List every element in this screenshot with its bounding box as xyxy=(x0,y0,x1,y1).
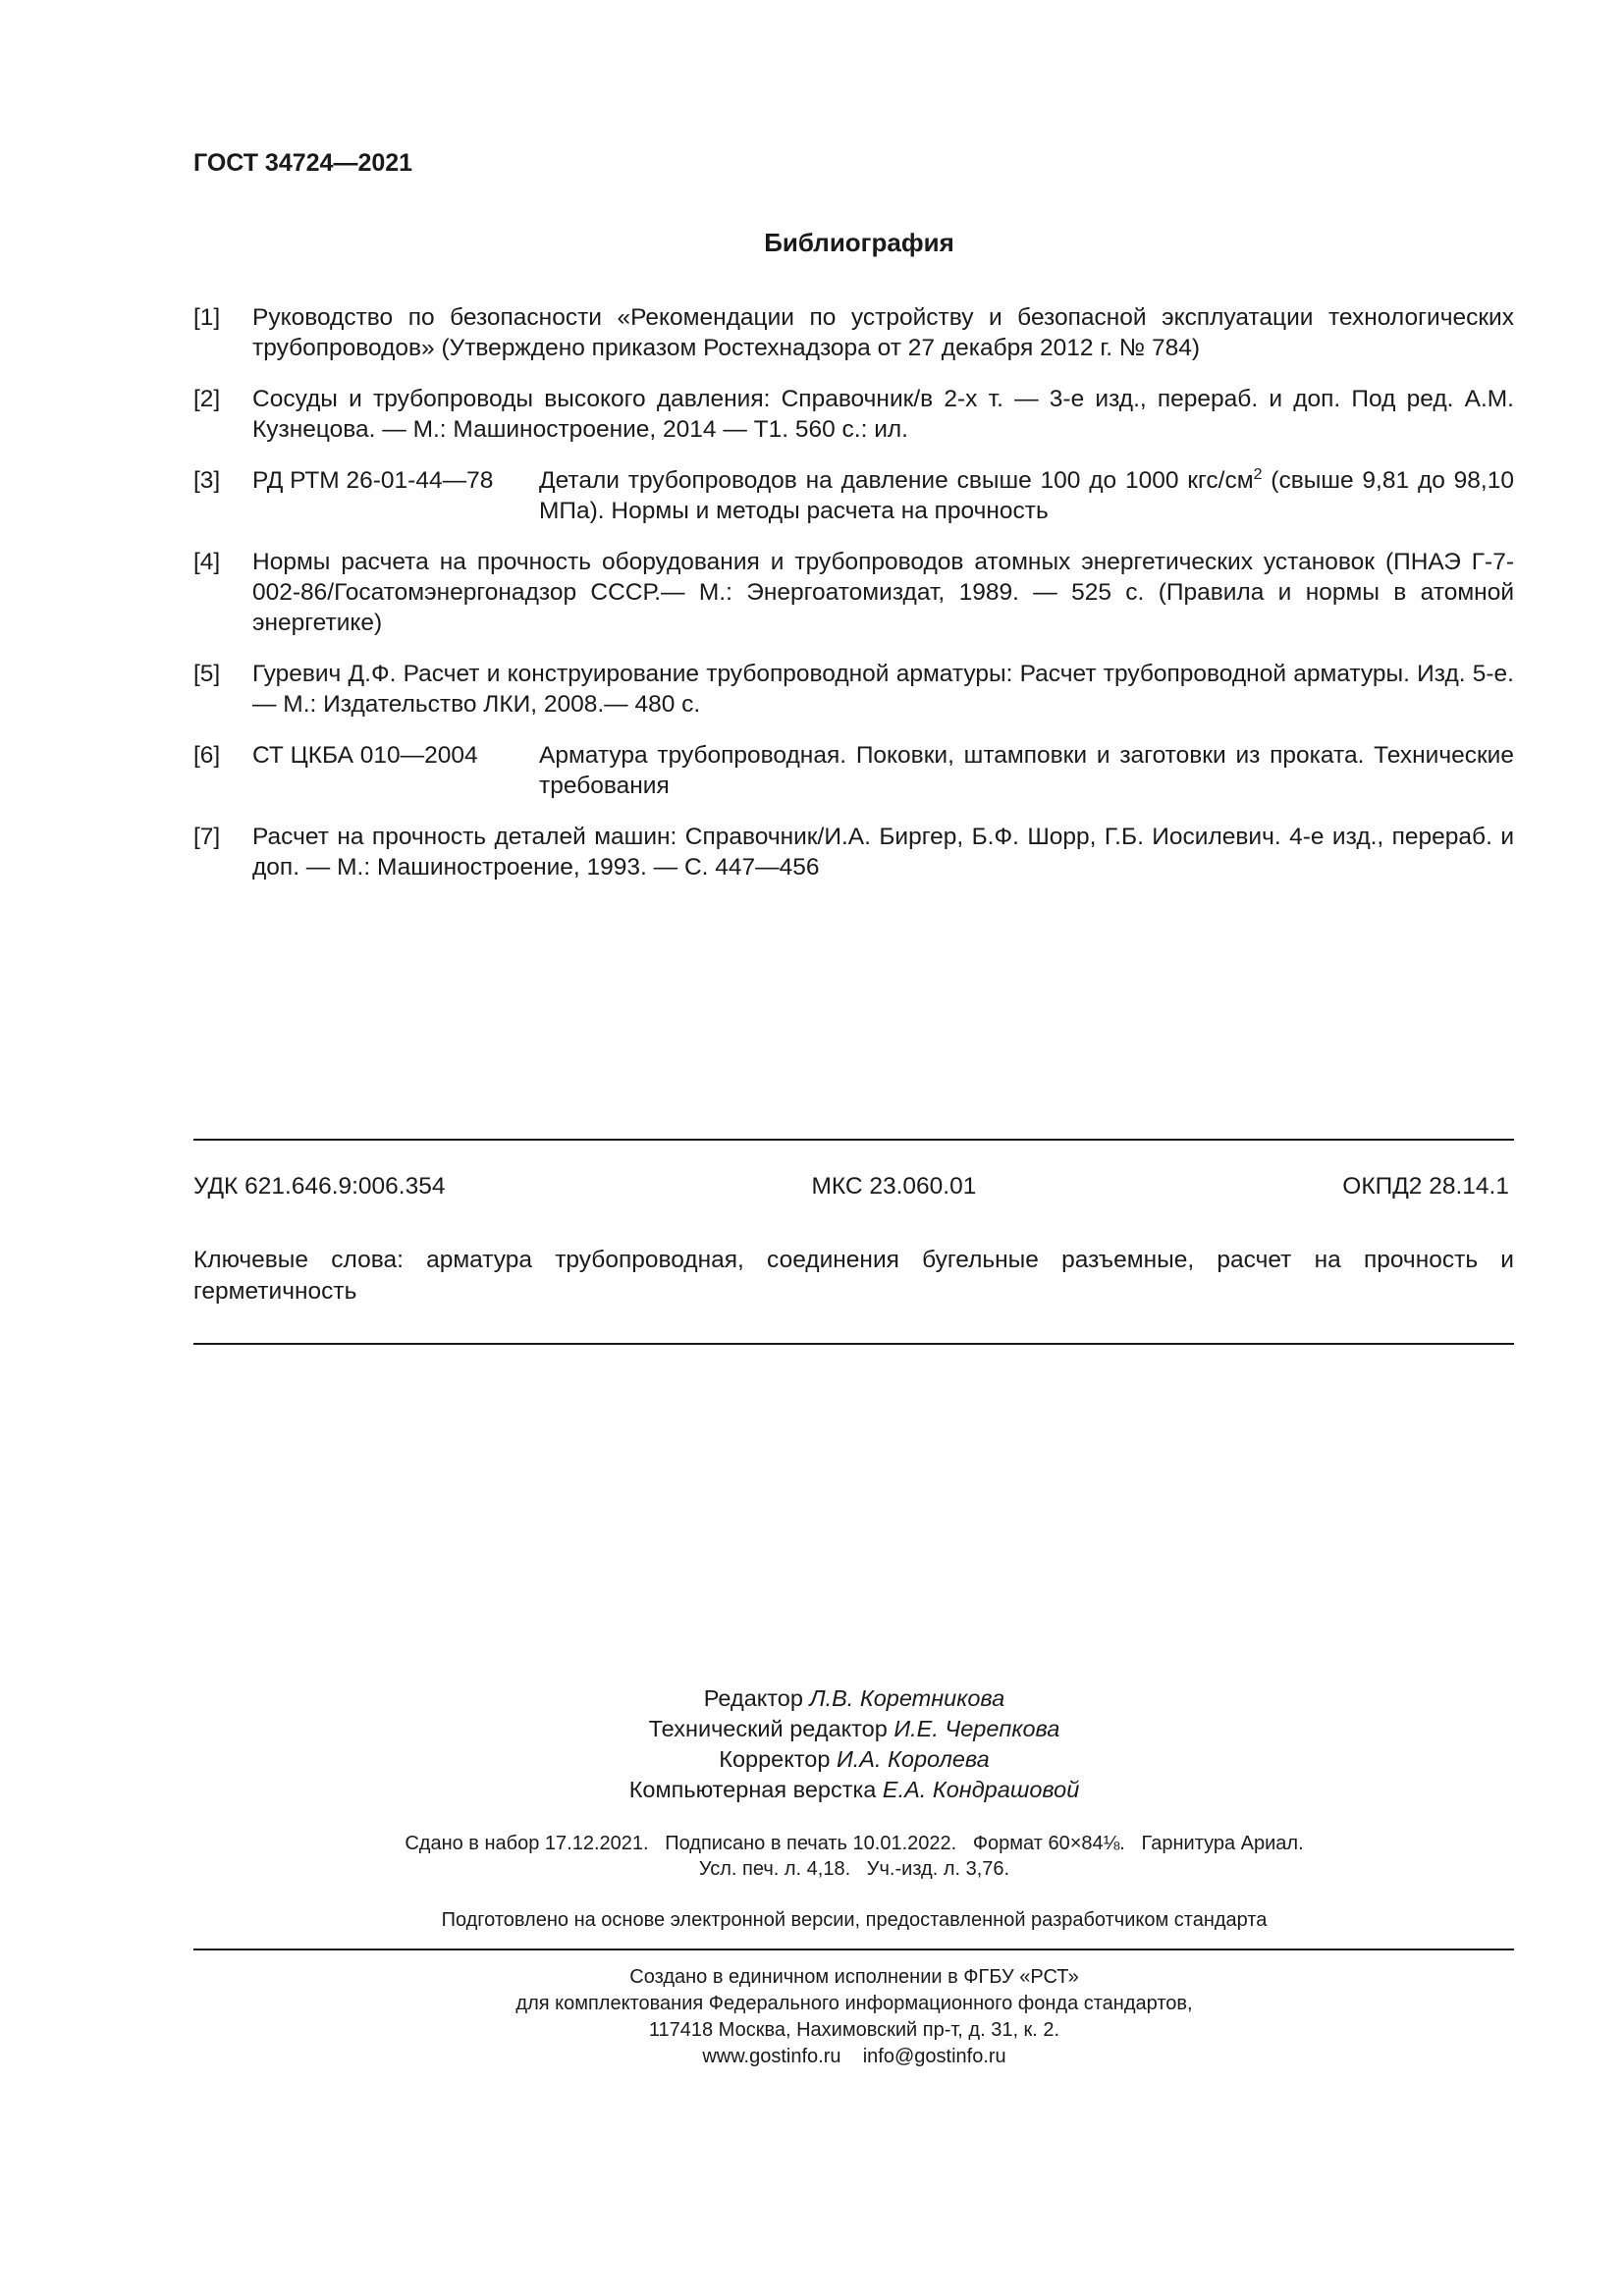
reference-number: [1] xyxy=(193,304,221,331)
credit-line: Компьютерная верстка Е.А. Кондрашовой xyxy=(628,1777,1080,1802)
reference-item xyxy=(193,740,1514,801)
divider-top xyxy=(193,1139,1514,1141)
reference-number: [7] xyxy=(193,824,221,850)
divider-keywords xyxy=(193,1343,1514,1345)
document-code: ГОСТ 34724—2021 xyxy=(193,149,413,177)
print-info-line: Сдано в набор 17.12.2021. Подписано в печать 10.01.2022. Формат 60×84⅛. Гарнитура Ариал. xyxy=(405,1833,1304,1854)
udk-code: УДК 621.646.9:006.354 xyxy=(193,1173,446,1200)
print-info-line: Усл. печ. л. 4,18. Уч.-изд. л. 3,76. xyxy=(698,1858,1010,1880)
publisher-line: Создано в единичном исполнении в ФГБУ «РСТ» xyxy=(629,1966,1079,1988)
credits-block xyxy=(0,1683,1624,1805)
publisher-block xyxy=(0,1964,1624,2070)
reference-text: Сосуды и трубопроводы высокого давления: Справочник/в 2-х т. — 3-е изд., перераб. и доп. Под ред. А.М. Кузнецова. — М.: Машиностроение, 2014 — Т1. 560 с.: ил. xyxy=(252,386,1514,443)
credit-name: И.А. Королева xyxy=(836,1746,990,1772)
superscript: 2 xyxy=(1253,465,1263,483)
reference-number: [6] xyxy=(193,742,221,769)
reference-item xyxy=(193,547,1514,638)
bibliography-list xyxy=(193,302,1514,903)
reference-number: [4] xyxy=(193,549,221,575)
credit-line: Технический редактор И.Е. Черепкова xyxy=(648,1716,1060,1741)
reference-text: Гуревич Д.Ф. Расчет и конструирование трубопроводной арматуры: Расчет трубопроводной арматуры. Изд. 5-е. — М.: Издательство ЛКИ, 2008.— 480 с. xyxy=(252,661,1514,718)
credit-name: Е.А. Кондрашовой xyxy=(882,1777,1080,1802)
reference-text: Расчет на прочность деталей машин: Справочник/И.А. Биргер, Б.Ф. Шорр, Г.Б. Иосилевич. 4-е изд., перераб. и доп. — М.: Машиностроение, 1993. — С. 447—456 xyxy=(252,824,1514,881)
reference-text: Нормы расчета на прочность оборудования и трубопроводов атомных энергетических установок (ПНАЭ Г-7-002-86/Госатомэнергонадзор СССР.— М.: Энергоатомиздат, 1989. — 525 с. (Правила и нормы в атомной энергетике) xyxy=(252,549,1514,636)
reference-number: [2] xyxy=(193,386,221,412)
reference-item xyxy=(193,822,1514,882)
reference-code: РД РТМ 26-01-44—78 xyxy=(252,467,494,494)
credit-name: И.Е. Черепкова xyxy=(893,1716,1060,1741)
publisher-contacts: www.gostinfo.ru info@gostinfo.ru xyxy=(702,2046,1006,2067)
okpd-code: ОКПД2 28.14.1 xyxy=(1342,1173,1509,1200)
mks-code: МКС 23.060.01 xyxy=(811,1173,977,1200)
reference-text: Руководство по безопасности «Рекомендации по устройству и безопасной эксплуатации технологических трубопроводов» (Утверждено приказом Ростехнадзора от 27 декабря 2012 г. № 784) xyxy=(252,304,1514,361)
reference-text: Арматура трубопроводная. Поковки, штамповки и заготовки из проката. Технические требования xyxy=(539,742,1514,799)
reference-item xyxy=(193,465,1514,526)
print-info xyxy=(0,1831,1624,1882)
credit-line: Корректор И.А. Королева xyxy=(719,1746,990,1772)
publisher-line: для комплектования Федерального информационного фонда стандартов, xyxy=(515,1993,1193,2014)
credit-line: Редактор Л.В. Коретникова xyxy=(703,1685,1005,1711)
reference-number: [3] xyxy=(193,467,221,494)
reference-item xyxy=(193,302,1514,363)
prepared-note: Подготовлено на основе электронной версии, предоставленной разработчиком стандарта xyxy=(441,1909,1268,1931)
bibliography-title: Библиография xyxy=(764,228,954,257)
keywords: Ключевые слова: арматура трубопроводная, соединения бугельные разъемные, расчет на прочность и герметичность xyxy=(193,1247,1514,1305)
publisher-line: 117418 Москва, Нахимовский пр-т, д. 31, к. 2. xyxy=(648,2019,1060,2041)
classification-row xyxy=(193,1173,1509,1201)
credit-name: Л.В. Коретникова xyxy=(809,1685,1005,1711)
reference-item xyxy=(193,384,1514,445)
reference-item xyxy=(193,659,1514,720)
divider-publisher xyxy=(193,1949,1514,1950)
reference-code: СТ ЦКБА 010—2004 xyxy=(252,742,478,769)
reference-number: [5] xyxy=(193,661,221,687)
reference-text: Детали трубопроводов на давление свыше 100 до 1000 кгс/$см^2$ (свыше 9,81 до 98,10 МПа). Нормы и методы расчета на прочность xyxy=(539,465,1514,524)
